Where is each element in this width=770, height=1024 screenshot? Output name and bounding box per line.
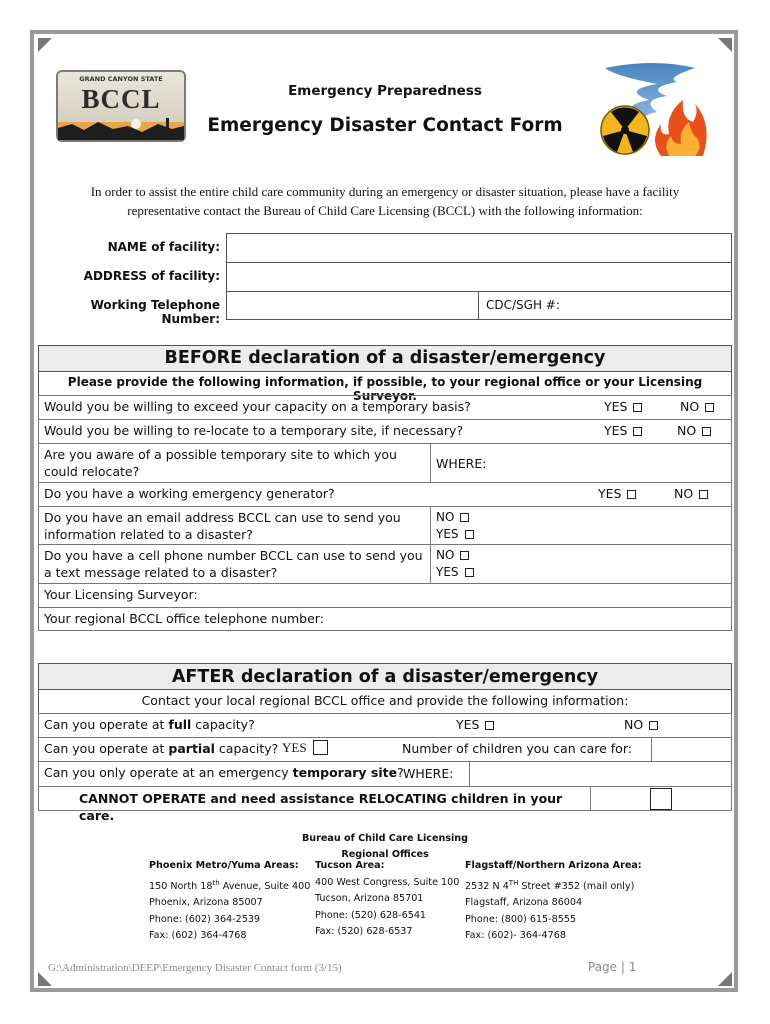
before-q2-yes[interactable]: YES (604, 423, 642, 438)
checkbox-icon (465, 530, 474, 539)
before-q6-row (38, 544, 431, 584)
after-q1-row: Can you operate at full capacity? (38, 713, 732, 738)
checkbox-icon (705, 403, 714, 412)
facility-phone-label: Working Telephone Number: (90, 298, 220, 326)
cannot-operate-text: CANNOT OPERATE and need assistance RELOCATING children in your care. (79, 791, 563, 823)
office-flagstaff: Flagstaff/Northern Arizona Area: 2532 N 4TH Street #352 (mail only) Flagstaff, Arizona 86004 Phone: (800) 615-8555 Fax: (602)- 364-4768 (465, 860, 642, 942)
before-q2-no[interactable]: NO (677, 423, 711, 438)
before-q4-text: Do you have a working emergency generator? (44, 486, 335, 501)
page-title: Emergency Disaster Contact Form (207, 115, 563, 136)
before-q2-text: Would you be willing to re-locate to a temporary site, if necessary? (44, 423, 464, 438)
before-q6-yes[interactable]: YES (436, 564, 726, 581)
checkbox-icon (460, 513, 469, 522)
facility-phone-input[interactable] (226, 291, 479, 320)
after-subtitle: Contact your local regional BCCL office and provide the following information: (141, 693, 629, 708)
before-q4-no[interactable]: NO (674, 486, 708, 501)
after-q2-yes[interactable]: YES (282, 740, 328, 756)
checkbox-icon (649, 721, 658, 730)
before-q5-no[interactable]: NO (436, 509, 726, 526)
before-subtitle: Please provide the following information, if possible, to your regional office or your Licensing Surveyor. (67, 375, 703, 403)
offices-heading: Bureau of Child Care Licensing Regional Offices (302, 833, 468, 860)
after-q2-children-label: Number of children you can care for: (402, 741, 632, 756)
after-q1-yes[interactable]: YES (456, 717, 494, 732)
office-tucson: Tucson Area: 400 West Congress, Suite 100 Tucson, Arizona 85701 Phone: (520) 628-6541 Fax: (520) 628-6537 (315, 860, 460, 937)
licensing-surveyor-label: Your Licensing Surveyor: (44, 587, 198, 602)
before-q5-yes[interactable]: YES (436, 526, 726, 543)
before-q3-text: Are you aware of a possible temporary site to which you could relocate? (44, 447, 397, 479)
after-q3-where-label: WHERE: (403, 766, 454, 781)
licensing-surveyor-row[interactable] (38, 583, 732, 608)
before-title: BEFORE declaration of a disaster/emergency (164, 348, 606, 368)
disaster-icon (595, 60, 710, 158)
after-title: AFTER declaration of a disaster/emergency (171, 667, 599, 687)
checkbox-icon (313, 740, 328, 755)
temporary-site-input[interactable] (469, 761, 732, 787)
before-q1-text: Would you be willing to exceed your capacity on a temporary basis? (44, 399, 471, 414)
form-kicker: Emergency Preparedness (288, 83, 482, 99)
cannot-operate-row (38, 786, 591, 823)
cdc-sgh-label: CDC/SGH #: (486, 298, 560, 312)
after-q2-row: Can you operate at partial capacity? (38, 737, 652, 762)
intro-text: In order to assist the entire child care community during an emergency or disaster situation, please have a facility representative contact the Bureau of Child Care Licensing (BCCL) with the following information: (90, 184, 680, 218)
children-count-input[interactable] (651, 737, 732, 762)
logo-main-text: BCCL (81, 84, 161, 114)
before-q3-where-input[interactable] (430, 443, 732, 483)
checkbox-icon (627, 490, 636, 499)
before-q1-no[interactable]: NO (680, 399, 714, 414)
before-q5-answer (430, 506, 732, 545)
facility-address-input[interactable] (226, 262, 732, 292)
checkbox-icon (485, 721, 494, 730)
corner-mark-bottom-right (716, 970, 732, 986)
checkbox-icon (633, 427, 642, 436)
checkbox-icon (465, 568, 474, 577)
facility-name-label: NAME of facility: (107, 240, 220, 254)
before-q6-no[interactable]: NO (436, 547, 726, 564)
before-q6-answer (430, 544, 732, 584)
checkbox-icon (702, 427, 711, 436)
logo-top-text: GRAND CANYON STATE (79, 75, 163, 83)
before-q6-text: Do you have a cell phone number BCCL can use to send you a text message related to a disaster? (44, 548, 423, 580)
before-q3-where-label: WHERE: (436, 456, 487, 471)
before-q3-row (38, 443, 431, 483)
page-number: Page | 1 (588, 960, 637, 974)
office-phone-row[interactable] (38, 607, 732, 631)
before-q1-yes[interactable]: YES (604, 399, 642, 414)
before-q5-text: Do you have an email address BCCL can use to send you information related to a disaster? (44, 510, 401, 542)
facility-address-label: ADDRESS of facility: (83, 269, 220, 283)
footer-path: G:\Administration\DEEP\Emergency Disaster Contact form (3/15) (48, 962, 342, 974)
corner-mark-top-right (716, 38, 732, 54)
facility-name-input[interactable] (226, 233, 732, 263)
cannot-operate-checkbox[interactable] (650, 788, 672, 810)
office-phone-label: Your regional BCCL office telephone number: (44, 611, 324, 626)
checkbox-icon (460, 551, 469, 560)
checkbox-icon (699, 490, 708, 499)
before-q5-row (38, 506, 431, 545)
after-q3-row: Can you only operate at an emergency temporary site? (38, 761, 470, 787)
after-q1-no[interactable]: NO (624, 717, 658, 732)
checkbox-icon (633, 403, 642, 412)
office-phoenix: Phoenix Metro/Yuma Areas: 150 North 18th Avenue, Suite 400 Phoenix, Arizona 85007 Phone: (602) 364-2539 Fax: (602) 364-4768 (149, 860, 311, 942)
corner-mark-top-left (38, 38, 54, 54)
before-q4-yes[interactable]: YES (598, 486, 636, 501)
